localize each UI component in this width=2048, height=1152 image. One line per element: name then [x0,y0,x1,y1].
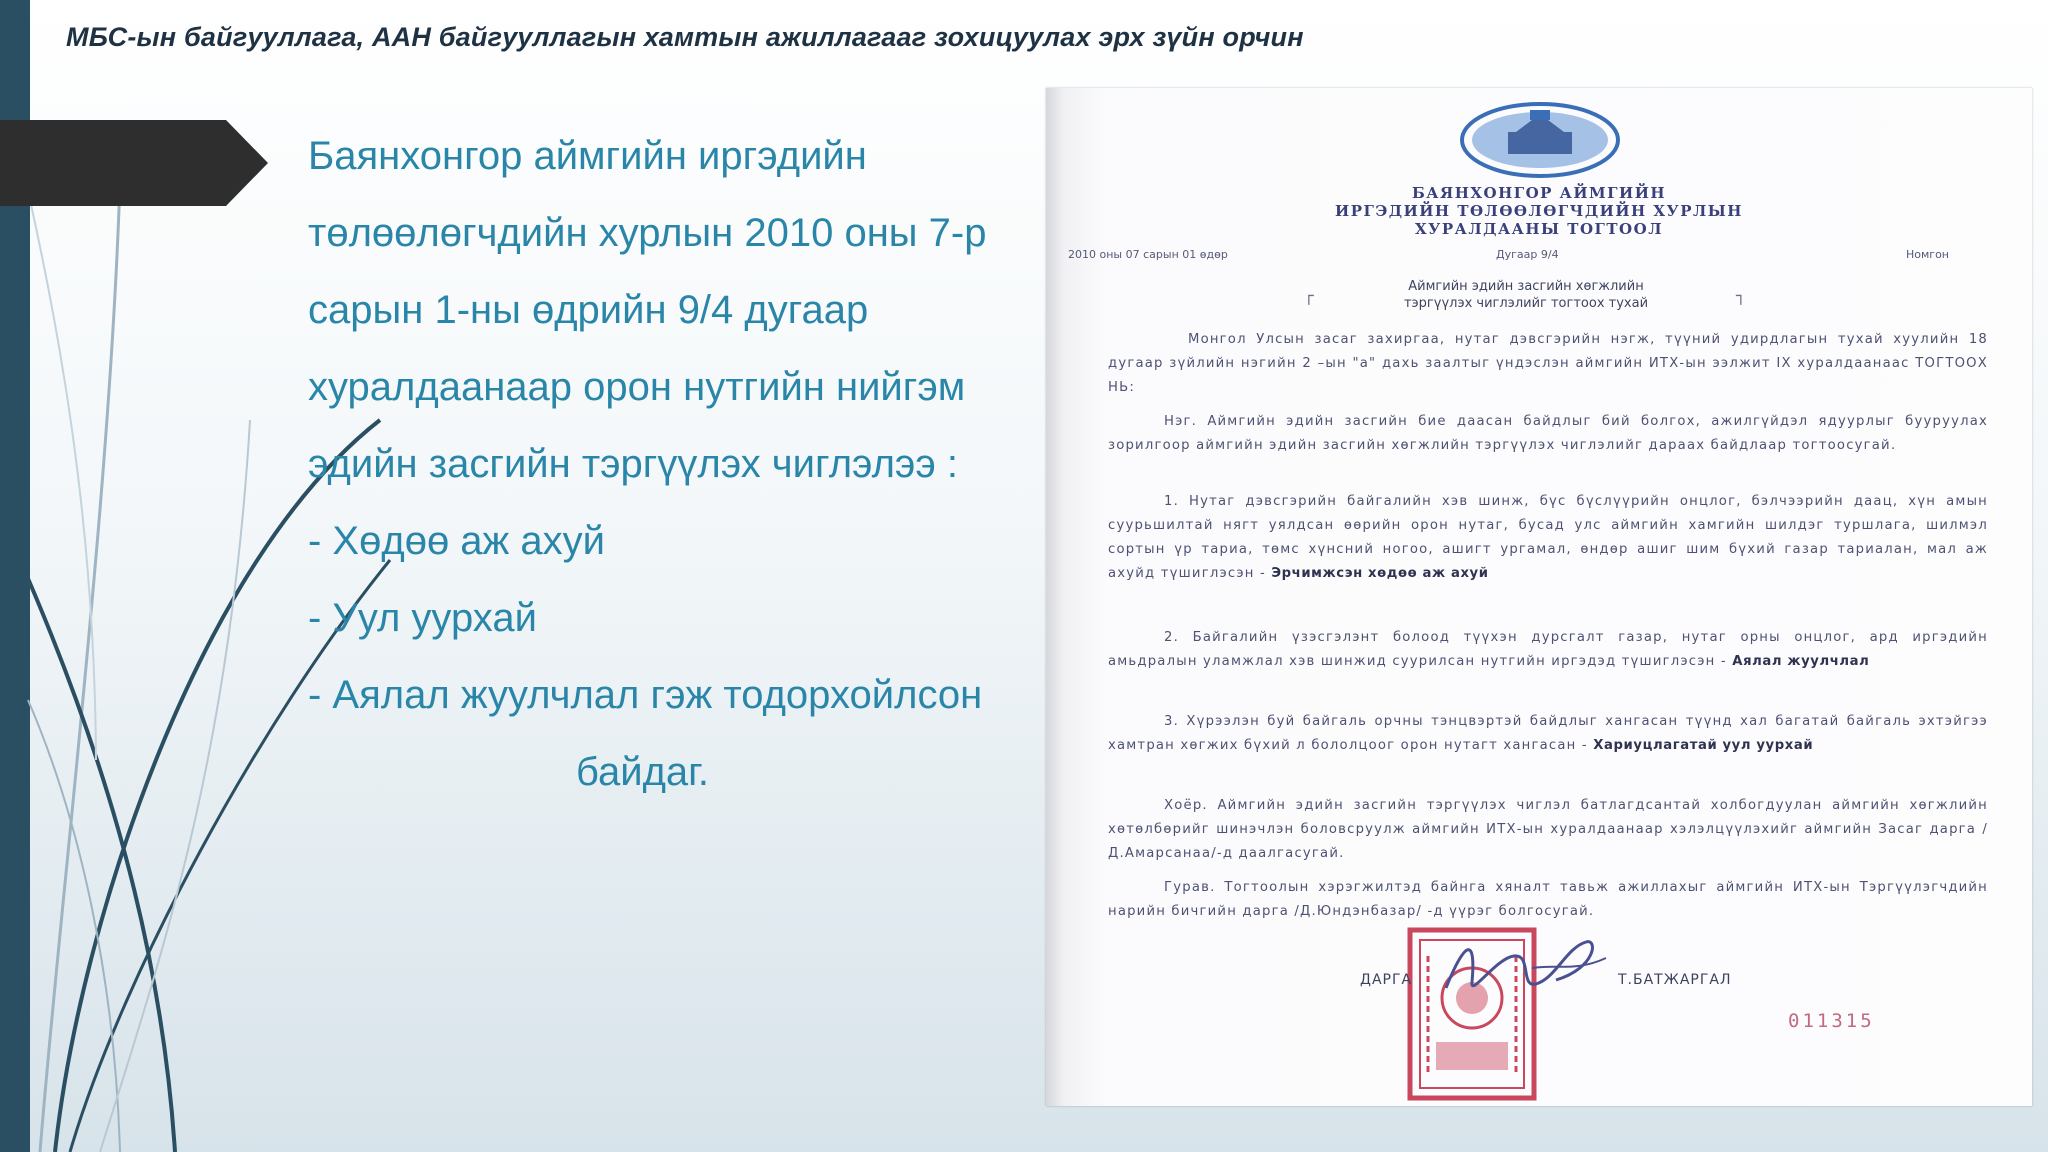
document-date [1068,248,1228,261]
date-month-suffix: сарын [1143,248,1179,261]
subject-line: тэргүүлэх чиглэлийг тогтоох тухай [1403,296,1649,311]
document-serial-number: 011315 [1788,1010,1875,1032]
body-line: хуралдаанаар орон нутгийн нийгэм [308,365,966,409]
item-text: 3. Хүрээлэн буй байгаль орчны тэнцвэртэй байдлыг хангасан түүнд хал багатай байгаль эхтэйгээ хамтран хөгжих бүхий л бололцоог орон нутагт хангасан - [1108,714,1988,753]
body-line: төлөөлөгчдийн хурлын 2010 оны 7-р [308,211,987,255]
item-bold: Эрчимжсэн хөдөө аж ахуй [1271,566,1489,581]
document-item-mining [1108,710,1988,758]
handwritten-signature-icon [1436,928,1616,1008]
date-day-suffix: өдөр [1199,248,1228,261]
state-emblem-icon [1460,102,1620,178]
document-subject [1246,278,1806,312]
body-line: Баянхонгор аймгийн иргэдийн [308,134,867,178]
signatory-role: ДАРГА [1360,972,1413,988]
number-value: 9/4 [1540,248,1559,261]
document-number [1496,248,1559,261]
item-bold: Аялал жуулчлал [1732,654,1870,669]
item-text: 1. Нутаг дэвсгэрийн байгалийн хэв шинж, бүс бүслүүрийн онцлог, бэлчээрийн даац, хүн амын суурьшилтай нягт уялдсан өөрийн орон нутаг, бусад улс аймгийн хамгийн шилдэг туршлага, шилмэл сортын үр тариа, төмс хүнсний ногоо, ашигт ургамал, өндөр ашиг шим бүхий газар тариалан, мал аж ахуйд түшиглэсэн - [1108,494,1988,581]
slide-title: МБС-ын байгууллага, ААН байгууллагын хамтын ажиллагааг зохицуулах эрх зүйн орчин [66,22,1304,52]
document-preamble: Монгол Улсын засаг захиргаа, нутаг дэвсгэрийн нэгж, түүний удирдлагын тухай хуулийн 18 дугаар зүйлийн нэгийн 2 –ын "а" дахь заалтыг үндэслэн аймгийн ИТХ-ын ээлжит IX хуралдаанаас ТОГТООХ НЬ: [1108,332,1988,395]
number-label: Дугаар [1496,248,1538,261]
document-para-three: Гурав. Тогтоолын хэрэгжилтэд байнга хяналт тавьж ажиллахыг аймгийн ИТХ-ын Тэргүүлэгчдийн нарийн бичгийн дарга /Д.Юндэнбазар/ -д үүрэг болгосугай. [1108,880,1988,919]
subject-line: Аймгийн эдийн засгийн хөгжлийн [1408,279,1644,294]
document-header-line: ИРГЭДИЙН ТӨЛӨӨЛӨГЧДИЙН ХУРЛЫН [1335,202,1743,220]
document-para-two: Хоёр. Аймгийн эдийн засгийн тэргүүлэх чиглэл батлагдсантай холбогдуулан аймгийн хөгжлийн хөтөлбөрийг шинэчлэн боловсруулж аймгийн ИТХ-ын хуралдаанаар хэлэлцүүлэхийг аймгийн Засаг дарга /Д.Амарсанаа/-д даалгасугай. [1108,798,1988,861]
date-day: 01 [1182,248,1197,261]
bullet-agriculture: - Хөдөө аж ахуй [308,519,606,563]
document-place: Номгон [1906,248,1950,261]
bullet-tourism: - Аялал жуулчлал гэж тодорхойлсон [308,673,983,717]
item-text: 2. Байгалийн үзэсгэлэнт болоод түүхэн дурсгалт газар, нутаг орны онцлог, ард иргэдийн амьдралын уламжлал хэв шинжид суурилсан нутгийн иргэдэд түшиглэсэн - [1108,630,1988,669]
date-year: 2010 [1068,248,1096,261]
body-line: сарын 1-ны өдрийн 9/4 дугаар [308,288,869,332]
date-year-suffix: оны [1099,248,1123,261]
item-bold: Хариуцлагатай уул уурхай [1593,738,1814,753]
body-line: эдийн засгийн тэргүүлэх чиглэлээ : [308,442,958,486]
document-item-agriculture [1108,490,1988,586]
document-header-line: ХУРАЛДААНЫ ТОГТООЛ [1415,220,1663,238]
body-line: байдаг. [576,750,709,794]
section-arrow-tab [0,120,270,206]
bracket-right-icon: ┐ [1736,286,1746,305]
bracket-left-icon: ┌ [1304,286,1314,305]
document-item-tourism [1108,626,1988,674]
scanned-resolution-document [1046,88,2032,1106]
date-month: 07 [1125,248,1140,261]
document-header-line: БАЯНХОНГОР АЙМГИЙН [1411,184,1667,202]
slide-body-text [308,118,1048,811]
signatory-name: Т.БАТЖАРГАЛ [1618,972,1732,988]
document-para-one: Нэг. Аймгийн эдийн засгийн бие даасан байдлыг бий болгох, ажилгүйдэл ядуурлыг бууруулах зорилгоор аймгийн эдийн засгийн хөгжлийн тэргүүлэх чиглэлийг дараах байдлаар тогтоосугай. [1108,414,1988,453]
bullet-mining: - Уул уурхай [308,596,537,640]
